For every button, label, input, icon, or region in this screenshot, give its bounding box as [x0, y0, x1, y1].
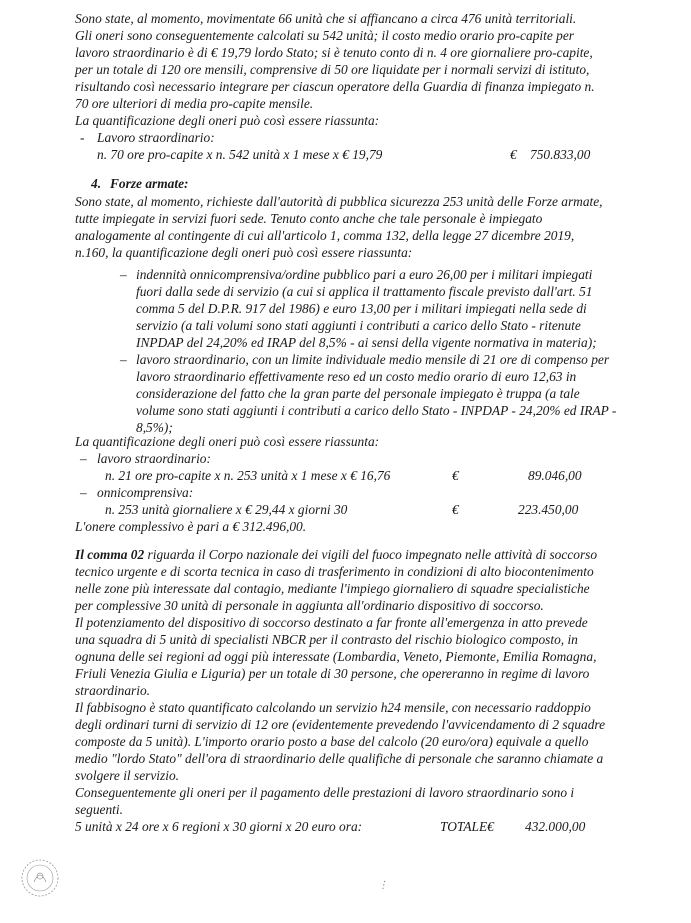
c02-line-1	[75, 546, 597, 563]
c02-calc: 5 unità x 24 ore x 6 regioni x 30 giorni x 20 euro ora:	[75, 819, 363, 834]
page-marker: ⋮	[378, 880, 388, 891]
fa-bullet-1-line-3: comma 5 del D.P.R. 917 del 1986) e euro 13,00 per i militari impiegati nella sede di	[136, 301, 587, 316]
fa-bullet-1-line-2: fuori dalla sede di servizio (a cui si applica il trattamento fiscale previsto dall'art. 51	[136, 284, 593, 299]
fa-calc-2: n. 253 unità giornaliere x € 29,44 x giorni 30	[105, 502, 348, 517]
c02-line-4: per complessive 30 unità di personale in aggiunta all'ordinario dispositivo di soccorso.	[75, 598, 544, 613]
c02-line-15: Conseguentemente gli oneri per il pagamento delle prestazioni di lavoro straordinario sono i	[75, 785, 575, 800]
fa-bullet-1-line-1: indennità onnicomprensiva/ordine pubblico pari a euro 26,00 per i militari impiegati	[136, 267, 593, 282]
fa-item-2-dash: –	[80, 485, 87, 500]
fa-number: 4.	[91, 176, 102, 191]
gdf-item-label: Lavoro straordinario:	[97, 130, 215, 145]
fa-bullet-2-line-1: lavoro straordinario, con un limite individuale medio mensile di 21 ore di compenso per	[136, 352, 610, 367]
p1-line-7: La quantificazione degli oneri può così essere riassunta:	[75, 113, 380, 128]
p1-line-6: 70 ore ulteriori di media pro-capite mensile.	[75, 96, 314, 111]
fa-currency-2: €	[452, 502, 459, 517]
gdf-amount: 750.833,00	[530, 147, 591, 162]
gdf-item-dash: -	[80, 130, 85, 145]
p1-line-2: Gli oneri sono conseguentemente calcolati su 542 unità; il costo medio orario pro-capite per	[75, 28, 574, 43]
fa-bullet-2-line-4: volume sono stati aggiunti i contributi a carico dello Stato - INPDAP - 24,20% ed IRAP -	[136, 403, 617, 418]
c02-line-5: Il potenziamento del dispositivo di soccorso destinato a far fronte all'emergenza in atto prevede	[75, 615, 588, 630]
fa-bullet-1-dash: –	[120, 267, 127, 282]
fa-bullet-1-line-4: servizio (a tali volumi sono stati aggiunti i contributi a carico dello Stato - ritenute	[136, 318, 581, 333]
fa-bullet-2-line-3: considerazione del fatto che la gran parte del personale impiegato è truppa (a tale	[136, 386, 580, 401]
fa-bullet-2-line-5: 8,5%);	[136, 420, 173, 435]
p1-line-3: lavoro straordinario è di € 19,79 lordo Stato; si è tenuto conto di n. 4 ore giornaliere pro-capite,	[75, 45, 593, 60]
fa-amount-1: 89.046,00	[528, 468, 582, 483]
c02-line-8: Friuli Venezia Giulia e Liguria) per un totale di 30 persone, che opereranno in regime di lavoro	[75, 666, 590, 681]
fa-intro-line-3: analogamente al contingente di cui all'articolo 1, comma 132, della legge 27 dicembre 2019,	[75, 228, 575, 243]
fa-title: Forze armate:	[110, 176, 189, 191]
c02-line-2: tecnico urgente e di scorta tecnica in caso di trasferimento in condizioni di alto biocontenimento	[75, 564, 594, 579]
c02-line-1-text: riguarda il Corpo nazionale dei vigili del fuoco impegnato nelle attività di soccorso	[144, 547, 598, 562]
official-seal-stamp-icon	[20, 858, 60, 898]
c02-line-11: degli ordinari turni di servizio di 12 ore (evidentemente prevedendo l'avvicendamento di 2 squadre	[75, 717, 606, 732]
fa-intro-line-2: tutte impiegate in servizi fuori sede. Tenuto conto anche che tale personale è impiegato	[75, 211, 543, 226]
fa-calc-1: n. 21 ore pro-capite x n. 253 unità x 1 mese x € 16,76	[105, 468, 391, 483]
c02-line-7: ognuna delle sei regioni ad oggi più interessate (Lombardia, Veneto, Piemonte, Emilia Romagna,	[75, 649, 597, 664]
c02-total-amount: 432.000,00	[525, 819, 586, 834]
p1-line-4: per un totale di 120 ore mensili, comprensive di 50 ore liquidate per i normali servizi di istituto,	[75, 62, 590, 77]
c02-line-3: nelle zone più interessate dal contagio, mediante l'impiego giornaliero di squadre specialistiche	[75, 581, 590, 596]
c02-line-10: Il fabbisogno è stato quantificato calcolando un servizio h24 mensile, con necessario raddoppio	[75, 700, 591, 715]
c02-line-12: composte da 5 unità). L'importo orario posto a base del calcolo (20 euro/ora) equivale a quello	[75, 734, 589, 749]
fa-bullet-1-line-5: INPDAP del 24,20% ed IRAP del 8,5% - ai sensi della vigente normativa in materia);	[136, 335, 597, 350]
gdf-calc: n. 70 ore pro-capite x n. 542 unità x 1 mese x € 19,79	[97, 147, 383, 162]
c02-line-13: medio "lordo Stato" dell'ora di straordinario delle qualifiche di personale che saranno chiamate a	[75, 751, 604, 766]
fa-item-1-dash: –	[80, 451, 87, 466]
c02-line-16: seguenti.	[75, 802, 123, 817]
gdf-currency: €	[510, 147, 517, 162]
fa-total: L'onere complessivo è pari a € 312.496,00.	[75, 519, 307, 534]
fa-intro-line-4: n.160, la quantificazione degli oneri può così essere riassunta:	[75, 245, 413, 260]
fa-bullet-2-dash: –	[120, 352, 127, 367]
p1-line-5: risultando così necessario integrare per ciascun operatore della Guardia di finanza impiegato n.	[75, 79, 595, 94]
fa-item-1-label: lavoro straordinario:	[97, 451, 211, 466]
fa-item-2-label: onnicomprensiva:	[97, 485, 194, 500]
p1-line-1: Sono state, al momento, movimentate 66 unità che si affiancano a circa 476 unità territoriali.	[75, 11, 577, 26]
fa-bullet-2-line-2: lavoro straordinario effettivamente reso ed un costo medio orario di euro 12,63 in	[136, 369, 577, 384]
fa-intro-line-1: Sono state, al momento, richieste dall'autorità di pubblica sicurezza 253 unità delle Forze armate,	[75, 194, 603, 209]
c02-line-14: svolgere il servizio.	[75, 768, 180, 783]
c02-line-9: straordinario.	[75, 683, 151, 698]
c02-lead: Il comma 02	[75, 547, 145, 562]
fa-currency-1: €	[452, 468, 459, 483]
fa-summary-intro: La quantificazione degli oneri può così essere riassunta:	[75, 434, 380, 449]
fa-amount-2: 223.450,00	[518, 502, 579, 517]
c02-total-label: TOTALE€	[440, 819, 494, 834]
c02-line-6: una squadra di 5 unità di specialisti NBCR per il contrasto del rischio biologico composto, in	[75, 632, 578, 647]
